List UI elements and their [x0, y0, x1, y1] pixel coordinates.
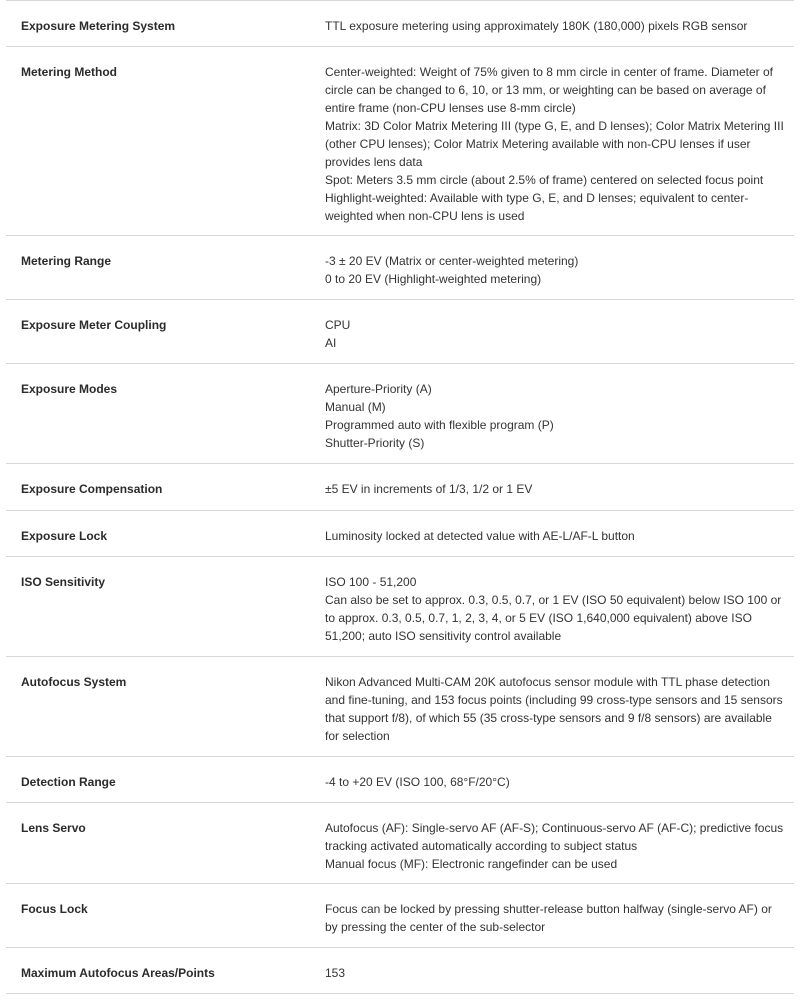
spec-value-line: Spot: Meters 3.5 mm circle (about 2.5% of frame) centered on selected focus point [325, 173, 764, 187]
spec-row [6, 1, 794, 47]
spec-value-line: -3 ± 20 EV (Matrix or center-weighted metering) [325, 254, 579, 268]
spec-value-line: 0 to 20 EV (Highlight-weighted metering) [325, 272, 542, 286]
spec-label: Focus Lock [21, 902, 88, 916]
spec-value-line: Shutter-Priority (S) [325, 436, 425, 450]
spec-row [6, 236, 794, 300]
spec-value-line: Luminosity locked at detected value with AE-L/AF-L button [325, 529, 635, 543]
spec-value-line: Manual focus (MF): Electronic rangefinder can be used [325, 857, 618, 871]
spec-label: Exposure Meter Coupling [21, 318, 167, 332]
spec-row [6, 464, 794, 511]
spec-row [6, 803, 794, 884]
spec-value [325, 300, 794, 363]
spec-value-line: ±5 EV in increments of 1/3, 1/2 or 1 EV [325, 482, 533, 496]
spec-value [325, 511, 794, 556]
spec-value-line: Manual (M) [325, 400, 386, 414]
spec-value [325, 948, 794, 993]
spec-value [325, 557, 794, 656]
spec-label: Maximum Autofocus Areas/Points [21, 966, 215, 980]
spec-value-line: 153 [325, 966, 346, 980]
spec-row [6, 300, 794, 364]
spec-row [6, 364, 794, 464]
spec-value [325, 364, 794, 463]
spec-label: Lens Servo [21, 821, 86, 835]
spec-value-line: CPU [325, 318, 351, 332]
spec-row [6, 657, 794, 757]
spec-row [6, 757, 794, 803]
spec-value-line: Can also be set to approx. 0.3, 0.5, 0.7, or 1 EV (ISO 50 equivalent) below ISO 100 or to approx. 0.3, 0.5, 0.7, 1, 2, 3, 4, or 5 EV (ISO 1,640,000 equivalent) above ISO 51,200; auto ISO sensitivity control available [325, 593, 782, 643]
spec-value-line: Matrix: 3D Color Matrix Metering III (type G, E, and D lenses); Color Matrix Metering III (other CPU lenses); Color Matrix Metering available with non-CPU lenses if user provides lens data [325, 119, 784, 169]
spec-value-line: Aperture-Priority (A) [325, 382, 432, 396]
spec-value-line: ISO 100 - 51,200 [325, 575, 417, 589]
spec-label: ISO Sensitivity [21, 575, 106, 589]
spec-value [325, 1, 794, 46]
spec-label: Metering Method [21, 65, 117, 79]
spec-label: Detection Range [21, 775, 116, 789]
spec-label: Exposure Modes [21, 382, 118, 396]
spec-value-line: -4 to +20 EV (ISO 100, 68°F/20°C) [325, 775, 510, 789]
spec-value-line: AI [325, 336, 337, 350]
spec-value-line: Center-weighted: Weight of 75% given to 8 mm circle in center of frame. Diameter of circle can be changed to 6, 10, or 13 mm, or weighting can be based on average of entire frame (non-CPU lenses use 8-mm circle) [325, 65, 773, 115]
spec-value-line: TTL exposure metering using approximately 180K (180,000) pixels RGB sensor [325, 19, 748, 33]
spec-value-line: Focus can be locked by pressing shutter-release button halfway (single-servo AF) or by pressing the center of the sub-selector [325, 902, 772, 934]
spec-value [325, 757, 794, 802]
spec-value [325, 464, 794, 510]
spec-label: Autofocus System [21, 675, 127, 689]
spec-value-line: Autofocus (AF): Single-servo AF (AF-S); Continuous-servo AF (AF-C); predictive focus tracking activated automatically according to subject status [325, 821, 784, 853]
spec-row [6, 511, 794, 557]
spec-row [6, 557, 794, 657]
spec-label: Exposure Lock [21, 529, 108, 543]
spec-value [325, 884, 794, 947]
spec-row [6, 948, 794, 994]
spec-value [325, 236, 794, 299]
spec-value [325, 803, 794, 883]
spec-row [6, 884, 794, 948]
spec-label: Metering Range [21, 254, 112, 268]
spec-value-line: Highlight-weighted: Available with type G, E, and D lenses; equivalent to center-weighted when non-CPU lens is used [325, 191, 749, 223]
spec-row [6, 47, 794, 236]
spec-label: Exposure Compensation [21, 482, 163, 496]
spec-value-line: Programmed auto with flexible program (P) [325, 418, 554, 432]
spec-label: Exposure Metering System [21, 19, 176, 33]
spec-value [325, 657, 794, 756]
spec-value-line: Nikon Advanced Multi-CAM 20K autofocus sensor module with TTL phase detection and fine-tuning, and 153 focus points (including 99 cross-type sensors and 15 sensors that support f/8), of which 55 (35 cross-type sensors and 9 f/8 sensors) are available for selection [325, 675, 783, 743]
spec-value [325, 47, 794, 235]
spec-table [6, 0, 794, 994]
